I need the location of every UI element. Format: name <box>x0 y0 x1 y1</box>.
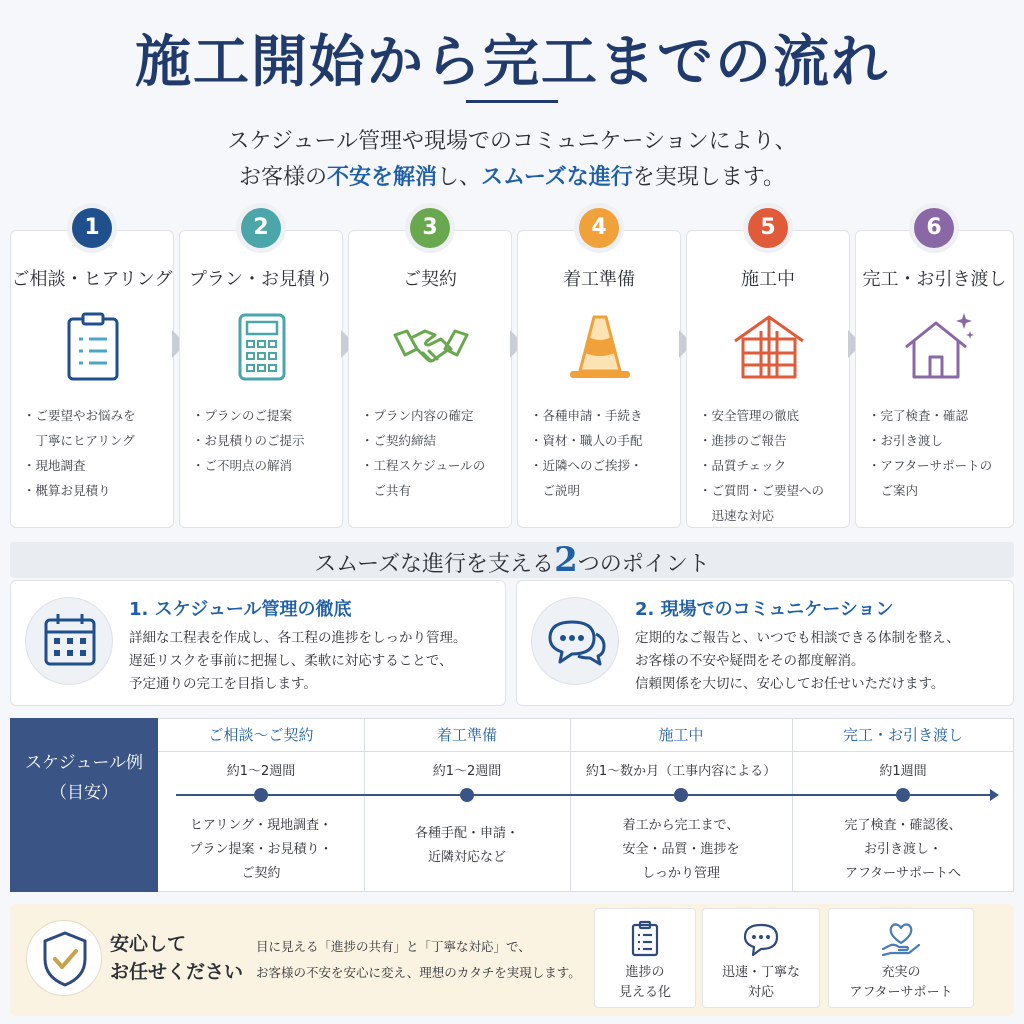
step-number-3: 3 <box>410 208 450 248</box>
step-card-5 <box>686 230 850 528</box>
list-item: ・進捗のご報告 <box>699 433 787 448</box>
feature-progress <box>594 908 696 1008</box>
list-item: ・概算お見積り <box>23 483 111 498</box>
assurance-title: 安心して お任せください <box>110 933 244 983</box>
timeline-dot <box>896 788 910 802</box>
schedule-col-head: 完工・お引き渡し <box>842 726 963 744</box>
list-item: ・近隣へのご挨拶・ ご説明 <box>530 458 643 498</box>
step-number-6: 6 <box>914 208 954 248</box>
house-sparkle-icon <box>900 309 976 385</box>
step-number-4: 4 <box>579 208 619 248</box>
timeline-dot <box>254 788 268 802</box>
schedule-description: 着工から完工まで、 安全・品質・進捗を しっかり管理 <box>622 818 740 881</box>
schedule-col-head: ご相談〜ご契約 <box>208 726 314 744</box>
list-item: ・お見積りのご提示 <box>192 433 305 448</box>
list-item: ・各種申請・手続き <box>530 408 643 423</box>
calculator-icon <box>224 309 300 385</box>
schedule-description: ヒアリング・現地調査・ プラン提案・お見積り・ ご契約 <box>189 818 333 881</box>
lead-line-2: お客様の不安を解消し、スムーズな進行を実現します。 <box>238 165 786 190</box>
list-item: ・アフターサポートの ご案内 <box>868 458 993 498</box>
point-card-communication <box>516 580 1014 706</box>
step-number-5: 5 <box>748 208 788 248</box>
point-title: 2. 現場でのコミュニケーション <box>635 599 894 620</box>
list-item: ・工程スケジュールの ご共有 <box>361 458 486 498</box>
schedule-duration: 約1〜数か月（工事内容による） <box>585 764 777 779</box>
list-item: ・品質チェック <box>699 458 787 473</box>
step-card-4 <box>517 230 681 528</box>
list-item: ・ご契約締結 <box>361 433 437 448</box>
step-items <box>530 403 672 503</box>
step-card-3 <box>348 230 512 528</box>
schedule-duration: 約1〜2週間 <box>432 764 502 779</box>
step-title: ご相談・ヒアリング <box>11 269 173 290</box>
list-item: ・ご不明点の解消 <box>192 458 293 473</box>
house-frame-icon <box>731 309 807 385</box>
highlight-smooth: スムーズな進行 <box>480 165 633 190</box>
lead-line-1: スケジュール管理や現場でのコミュニケーションにより、 <box>227 129 797 154</box>
step-items <box>23 403 165 503</box>
feature-label: 迅速・丁寧な 対応 <box>721 965 800 1000</box>
step-items <box>192 403 334 478</box>
step-items <box>699 403 841 528</box>
step-card-6 <box>855 230 1014 528</box>
list-item: ・安全管理の徹底 <box>699 408 800 423</box>
timeline-arrowhead <box>990 789 999 801</box>
schedule-description: 各種手配・申請・ 近隣対応など <box>414 826 519 865</box>
step-items <box>868 403 1005 503</box>
schedule-duration: 約1週間 <box>879 764 927 779</box>
list-item: ・ご要望やお悩みを 丁寧にヒアリング <box>23 408 136 448</box>
point-card-schedule <box>10 580 506 706</box>
step-items <box>361 403 503 503</box>
timeline-line <box>176 794 996 796</box>
list-item: ・資材・職人の手配 <box>530 433 643 448</box>
step-number-1: 1 <box>72 208 112 248</box>
list-item: ・プラン内容の確定 <box>361 408 474 423</box>
list-item: ・現地調査 <box>23 458 86 473</box>
list-item: ・ご質問・ご要望への 迅速な対応 <box>699 483 825 523</box>
feature-response <box>702 908 820 1008</box>
step-card-2 <box>179 230 343 528</box>
point-body: 定期的なご報告と、いつでも相談できる体制を整え、 お客様の不安や疑問をその都度解消。 信頼関係を大切に、安心してお任せいただけます。 <box>635 630 960 692</box>
point-icon-circle <box>531 597 619 685</box>
step-title: 完工・お引き渡し <box>862 269 1007 290</box>
handshake-icon <box>393 309 469 385</box>
list-item: ・お引き渡し <box>868 433 944 448</box>
shield-check-icon <box>27 921 103 997</box>
point-body: 詳細な工程表を作成し、各工程の進捗をしっかり管理。 遅延リスクを事前に把握し、柔軟に対応することで、 予定通りの完工を目指します。 <box>129 630 467 692</box>
schedule-description: 完了検査・確認後、 お引き渡し・ アフターサポートへ <box>844 818 962 881</box>
feature-aftersupport <box>828 908 974 1008</box>
step-number-2: 2 <box>241 208 281 248</box>
traffic-cone-icon <box>562 309 638 385</box>
point-title: 1. スケジュール管理の徹底 <box>129 599 352 620</box>
point-icon-circle <box>25 597 113 685</box>
step-title: 施工中 <box>741 269 795 290</box>
timeline-dot <box>460 788 474 802</box>
list-item: ・プランのご提案 <box>192 408 293 423</box>
feature-label: 充実の アフターサポート <box>849 965 953 1000</box>
schedule-col-head: 施工中 <box>658 726 704 744</box>
shield-badge <box>26 920 102 996</box>
highlight-anxiety: 不安を解消 <box>326 165 437 190</box>
chat-bubbles-icon <box>532 598 620 686</box>
step-title: プラン・お見積り <box>189 269 333 290</box>
points-count: 2 <box>554 540 578 580</box>
schedule-col-head: 着工準備 <box>436 726 497 744</box>
page-title: 施工開始から完工までの流れ <box>135 29 889 95</box>
clipboard-icon <box>55 309 131 385</box>
step-title: ご契約 <box>403 269 457 290</box>
heart-hand-icon <box>881 919 921 959</box>
timeline-dot <box>674 788 688 802</box>
step-card-1 <box>10 230 174 528</box>
title-underline <box>466 100 558 103</box>
schedule-header-row <box>158 718 1014 752</box>
step-title: 着工準備 <box>563 269 635 290</box>
calendar-icon <box>26 598 114 686</box>
points-heading: スムーズな進行を支える2つのポイント <box>314 540 710 580</box>
schedule-duration: 約1〜2週間 <box>226 764 296 779</box>
speech-bubble-icon <box>741 919 781 959</box>
checklist-icon <box>625 919 665 959</box>
schedule-label: スケジュール例 （目安） <box>10 718 158 892</box>
assurance-body: 目に見える「進捗の共有」と「丁寧な対応」で、 お客様の不安を安心に変え、理想のカタチを実現します。 <box>256 939 581 980</box>
feature-label: 進捗の 見える化 <box>618 965 671 1000</box>
list-item: ・完了検査・確認 <box>868 408 969 423</box>
